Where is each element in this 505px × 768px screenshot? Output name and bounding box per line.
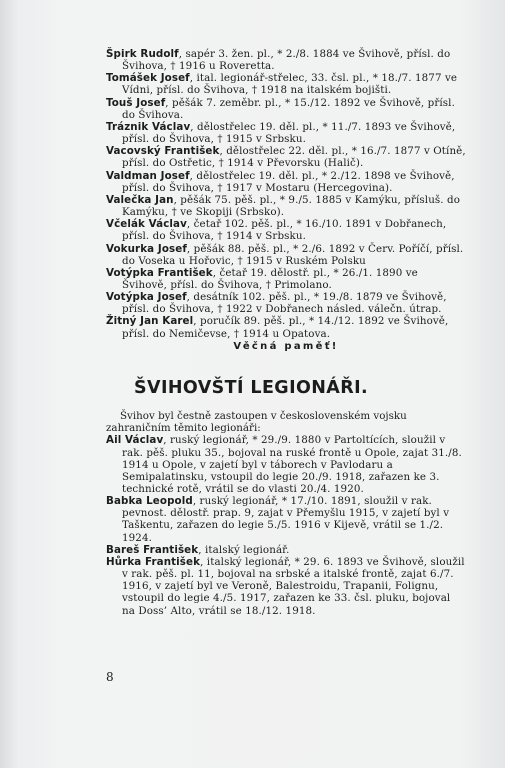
entry-text: , četař 19. dělostř. pl., * 26./1. 1890 ve Švihově, přísl. do Švihova, † Primolano. [122,266,418,291]
entry-name: Špirk Rudolf [106,48,179,60]
entry-name: Votýpka František [106,266,213,279]
fallen-entry [106,121,466,145]
fallen-entry [106,170,466,194]
entry-text: , dělostřelec 19. děl. pl., * 2./12. 1898 ve Švihově, přísl. do Švihova, † 1917 v Mostaru (Hercegovina). [122,169,455,194]
fallen-entry [106,145,466,169]
entry-name: Ail Václav [106,434,164,447]
entry-name: Vokurka Josef [106,242,187,255]
entry-name: Touš Josef [106,96,166,109]
entry-text: , italský legionář. [198,543,290,556]
fallen-entry [106,97,466,121]
entry-text: , ruský legionář, * 29./9. 1880 v Partoltících, sloužil v rak. pěš. pluku 35., bojoval na ruské frontě u Opole, zajat 31./8. 1914 u Opole, v zajetí byl v táborech v Pavlodaru a Semipalatinsku, vstoupil do legie 20./9. 1918, zařazen ke 3. technické rotě, vrátil se do vlasti 20./4. 1920. [122,434,462,495]
entry-name: Žitný Jan Karel [106,315,194,328]
fallen-entry [106,243,466,267]
entry-text: , ruský legionář, * 17./10. 1891, sloužil v rak. pevnost. dělostř. prap. 9, zajat v Přemyšlu 1915, v zajetí byl v Taškentu, zařazen do legie 5./5. 1916 v Kijevě, vrátil se 1./2. 1924. [122,495,450,544]
section-heading: ŠVIHOVŠTÍ LEGIONÁŘI. [134,377,369,398]
text-column [106,48,466,617]
fallen-entry [106,267,466,291]
entry-name: Valečka Jan [106,193,174,206]
legionary-entry [106,495,466,544]
entry-text: , pěšák 88. pěš. pl., * 2./6. 1892 v Červ. Poříčí, přísl. do Voseka u Hořovic, † 1915 v Ruském Polsku [122,242,464,267]
fallen-entry [106,315,466,339]
entry-text: , četař 102. pěš. pl., * 16./10. 1891 v Dobřanech, přísl. do Švihova, † 1914 v Srbsku. [122,218,447,243]
page-number: 8 [106,670,114,684]
entry-text: , ital. legionář-střelec, 33. čsl. pl., * 18./7. 1877 ve Vídni, přísl. do Švihova, † 1918 na italském bojišti. [122,72,458,97]
entry-name: Babka Leopold [106,495,193,508]
entry-text: , pěšák 7. zeměbr. pl., * 15./12. 1892 ve Švihově, přísl. do Švihova. [122,96,455,121]
legionary-entry [106,544,466,556]
memorial-closing: Věčná paměť! [233,340,339,352]
legionary-entry [106,556,466,617]
fallen-entry [106,48,466,72]
fallen-entry [106,194,466,218]
entry-text: , poručík 89. pěš. pl., * 14./12. 1892 ve Švihově, přísl. do Nemičevse, † 1914 u Opatova. [122,315,449,340]
entry-text: , sapér 3. žen. pl., * 2./8. 1884 ve Švihově, přísl. do Švihova, † 1916 u Roveretta. [122,48,451,73]
entry-name: Bareš František [106,543,199,556]
entry-name: Hůrka František [106,555,201,568]
entry-text: , dělostřelec 22. děl. pl., * 16./7. 1877 v Otíně, přísl. do Ostřetic, † 1914 v Převorsku (Halič). [122,145,466,170]
entry-name: Valdman Josef [106,169,190,182]
entry-text: , dělostřelec 19. děl. pl., * 11./7. 1893 ve Švihově, přísl. do Švihova, † 1915 v Srbsku. [122,120,456,146]
legionary-entry [106,434,466,495]
section-intro: Švihov byl čestně zastoupen v československém vojsku zahraničním těmito legionáři: [106,410,407,435]
entry-text: , italský legionář, * 29. 6. 1893 ve Švihově, sloužil v rak. pěš. pl. 11, bojoval na srbské a italské frontě, zajat 6./7. 1916, v zajetí byl ve Veroně, Balestroidu, Trapanii, Folignu, vstoupil do legie 4./5. 1917, zařazen ke 33. čsl. pluku, bojoval na Doss’ Alto, vrátil se 18./12. 1918. [122,555,465,617]
entry-name: Včelák Václav [106,218,187,231]
fallen-entry [106,291,466,315]
fallen-entry [106,218,466,242]
fallen-entry [106,72,466,96]
entry-name: Tomášek Josef [106,72,190,85]
entry-text: , pěšák 75. pěš. pl., * 9./5. 1885 v Kamýku, přísluš. do Kamýku, † ve Skopiji (Srbsko). [122,193,461,219]
entry-name: Vacovský František [106,145,220,158]
entry-name: Tráznik Václav [106,120,191,133]
entry-text: , desátník 102. pěš. pl., * 19./8. 1879 ve Švihově, přísl. do Švihova, † 1922 v Dobřanech násled. válečn. útrap. [122,291,447,316]
entry-name: Votýpka Josef [106,291,187,304]
